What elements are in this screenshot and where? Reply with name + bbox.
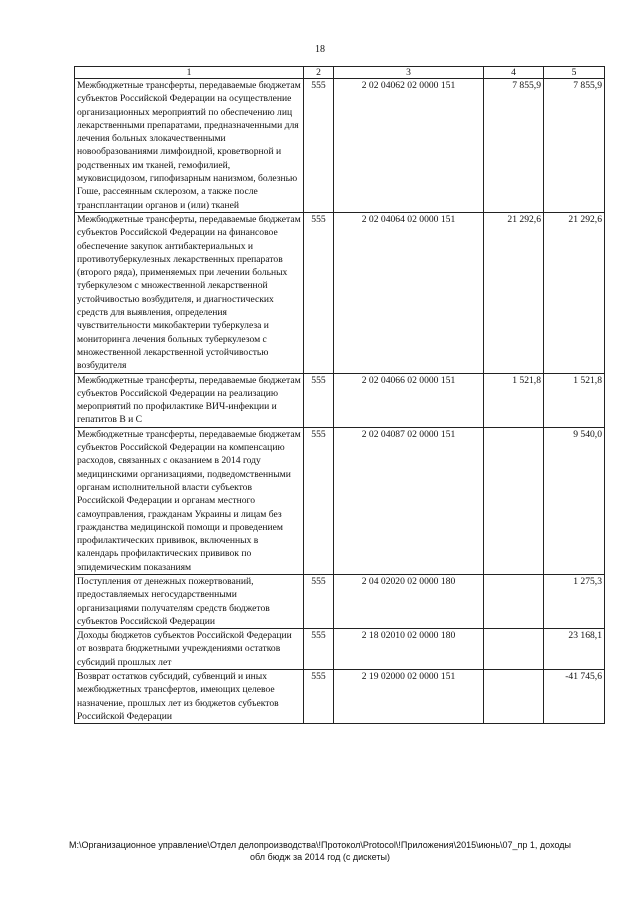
column-header: 4 [484,67,544,79]
footer-line-2: обл бюдж за 2014 год (с дискеты) [250,851,390,862]
column-header: 1 [75,67,304,79]
table-header-row [75,67,605,79]
row-plan-value: 1 521,8 [484,373,544,427]
row-description: Поступления от денежных пожертвований, предоставляемых негосударственными организациями получателям средств бюджетов субъектов Российской Федерации [75,574,304,628]
file-path-footer [0,840,640,863]
column-header: 5 [544,67,605,79]
row-plan-value: 21 292,6 [484,212,544,373]
row-budget-code: 2 02 04064 02 0000 151 [334,212,484,373]
row-budget-code: 2 02 04066 02 0000 151 [334,373,484,427]
row-admin-code: 555 [304,427,334,574]
table-row [75,79,605,213]
row-actual-value: -41 745,6 [544,670,605,724]
row-admin-code: 555 [304,373,334,427]
row-admin-code: 555 [304,574,334,628]
table-row [75,670,605,724]
row-actual-value: 1 275,3 [544,574,605,628]
row-actual-value: 1 521,8 [544,373,605,427]
row-budget-code: 2 18 02010 02 0000 180 [334,629,484,670]
row-plan-value [484,670,544,724]
page-number: 18 [315,44,325,55]
row-budget-code: 2 04 02020 02 0000 180 [334,574,484,628]
row-description: Возврат остатков субсидий, субвенций и иных межбюджетных трансфертов, имеющих целевое назначение, прошлых лет из бюджетов субъектов Российской Федерации [75,670,304,724]
row-admin-code: 555 [304,212,334,373]
row-plan-value: 7 855,9 [484,79,544,213]
row-description: Доходы бюджетов субъектов Российской Федерации от возврата бюджетными учреждениями остатков субсидий прошлых лет [75,629,304,670]
row-actual-value: 7 855,9 [544,79,605,213]
row-budget-code: 2 02 04062 02 0000 151 [334,79,484,213]
row-description: Межбюджетные трансферты, передаваемые бюджетам субъектов Российской Федерации на компенсацию расходов, связанных с оказанием в 2014 году медицинскими организациями, подведомственными органам исполнительной власти субъектов Российской Федерации и органам местного самоуправления, гражданам Украины и лицам без гражданства медицинской помощи и проведением профилактических прививок, включенных в календарь профилактических прививок по эпидемическим показаниям [75,427,304,574]
row-description: Межбюджетные трансферты, передаваемые бюджетам субъектов Российской Федерации на финансовое обеспечение закупок антибактериальных и противотуберкулезных лекарственных препаратов (второго ряда), применяемых при лечении больных туберкулезом с множественной лекарственной устойчивостью возбудителя, и диагностических средств для выявления, определения чувствительности микобактерии туберкулеза и мониторинга лечения больных туберкулезом с множественной лекарственной устойчивостью возбудителя [75,212,304,373]
table-row [75,629,605,670]
column-header: 3 [334,67,484,79]
row-budget-code: 2 02 04087 02 0000 151 [334,427,484,574]
row-admin-code: 555 [304,670,334,724]
row-actual-value: 21 292,6 [544,212,605,373]
row-description: Межбюджетные трансферты, передаваемые бюджетам субъектов Российской Федерации на осуществление организационных мероприятий по обеспечению лиц лекарственными препаратами, предназначенными для лечения больных злокачественными новообразованиями лимфоидной, кроветворной и родственных им тканей, гемофилией, муковисцидозом, гипофизарным нанизмом, болезнью Гоше, рассеянным склерозом, а также после трансплантации органов и (или) тканей [75,79,304,213]
row-actual-value: 23 168,1 [544,629,605,670]
column-header: 2 [304,67,334,79]
table-row [75,427,605,574]
row-admin-code: 555 [304,79,334,213]
table-row [75,212,605,373]
table-row [75,373,605,427]
table-row [75,574,605,628]
row-admin-code: 555 [304,629,334,670]
row-description: Межбюджетные трансферты, передаваемые бюджетам субъектов Российской Федерации на реализацию мероприятий по профилактике ВИЧ-инфекции и гепатитов В и С [75,373,304,427]
row-plan-value [484,574,544,628]
row-plan-value [484,629,544,670]
row-budget-code: 2 19 02000 02 0000 151 [334,670,484,724]
row-plan-value [484,427,544,574]
row-actual-value: 9 540,0 [544,427,605,574]
footer-line-1: M:\Организационное управление\Отдел делопроизводства\!Протокол\Protocol\!Приложения\2015\июнь\07_пр 1, доходы [68,840,572,850]
revenue-table [74,66,605,724]
